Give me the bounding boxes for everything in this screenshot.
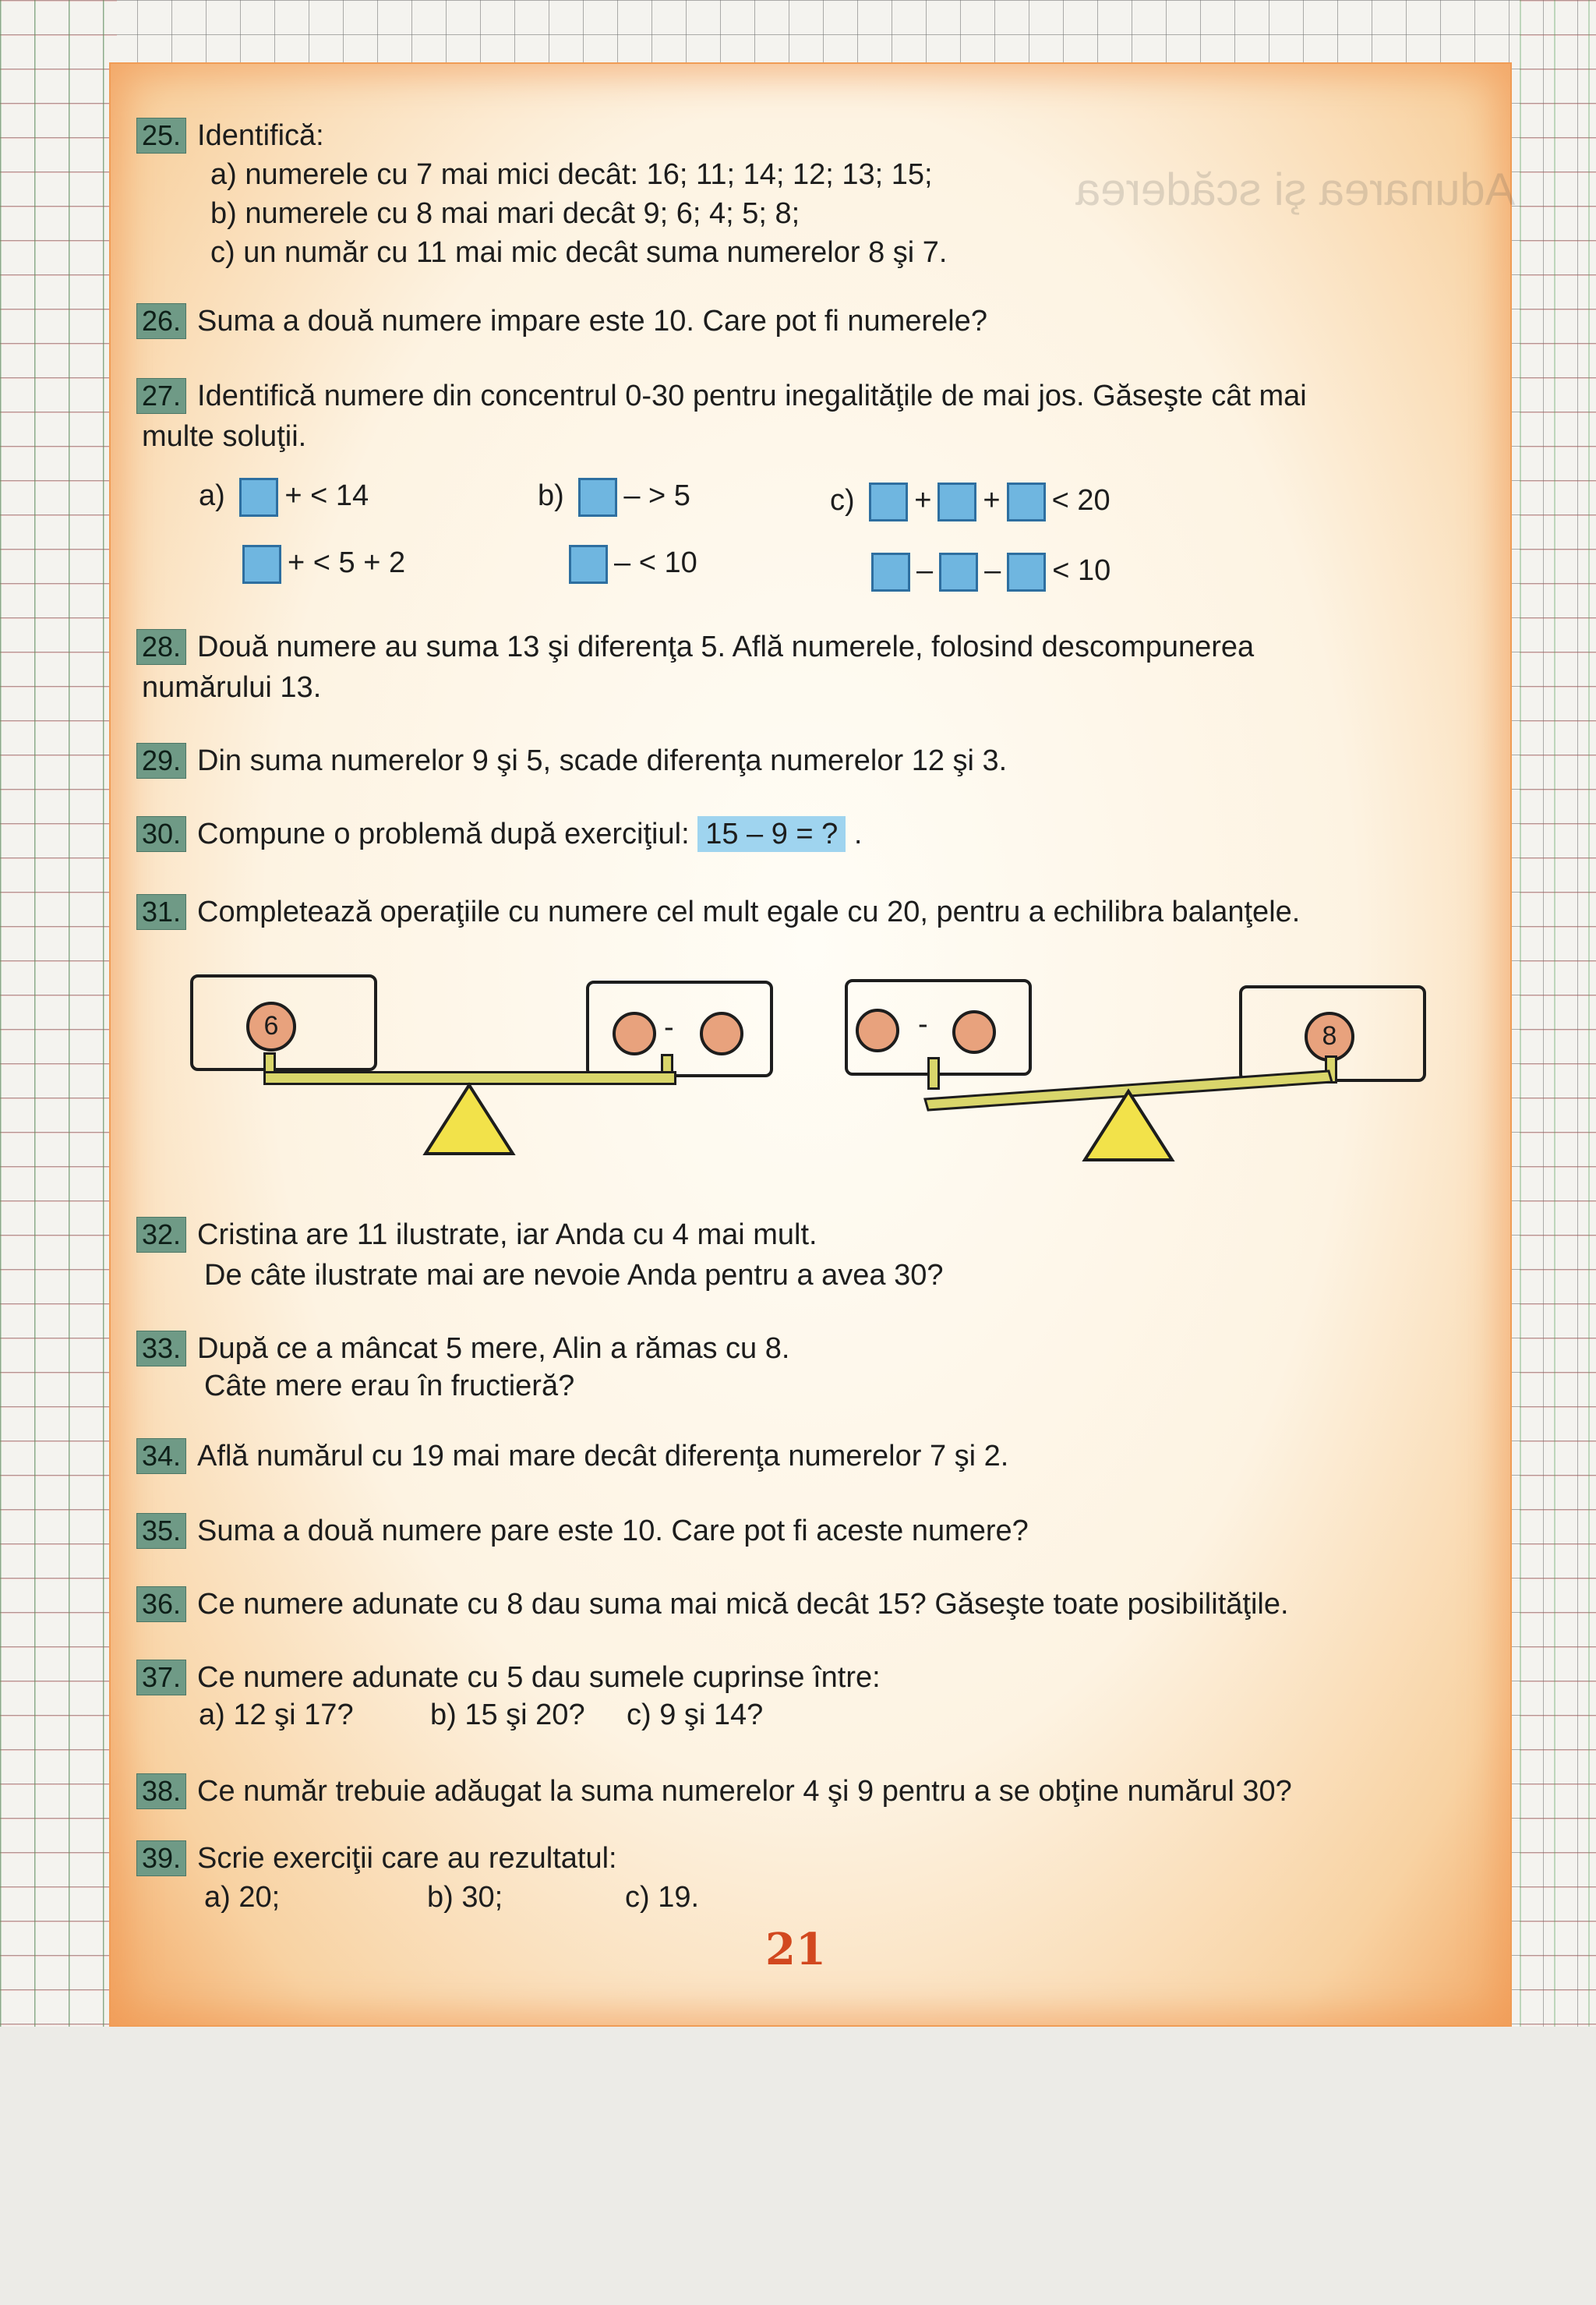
exercise-number: 39. — [136, 1840, 186, 1876]
exercise-33-text-cont: Câte mere erau în fructieră? — [204, 1370, 575, 1402]
inequality-a2 — [236, 544, 405, 584]
exercise-text: Cristina are 11 ilustrate, iar Anda cu 4 mai mult. — [197, 1218, 817, 1251]
exercise-number: 35. — [136, 1513, 186, 1549]
exercise-38 — [136, 1773, 1292, 1810]
exercise-34 — [136, 1437, 1008, 1475]
grid-right-margin — [1520, 0, 1596, 2027]
inequality-text: + < 14 — [284, 479, 369, 512]
exercise-number: 27. — [136, 378, 186, 414]
bleed-through-heading: Adunarea şi scăderea — [1075, 164, 1516, 215]
grid-left-margin — [0, 0, 117, 2027]
exercise-number: 29. — [136, 743, 186, 779]
inequality-c2 — [865, 552, 1110, 592]
period: . — [853, 818, 863, 850]
exercise-number: 36. — [136, 1586, 186, 1622]
exercise-39-a: a) 20; — [204, 1881, 281, 1914]
exercise-25 — [136, 117, 324, 154]
exercise-text: Află numărul cu 19 mai mare decât diferenţa numerelor 7 şi 2. — [197, 1440, 1009, 1472]
exercise-text: Din suma numerelor 9 şi 5, scade diferenţa numerelor 12 şi 3. — [197, 744, 1008, 777]
answer-box[interactable] — [939, 553, 978, 592]
exercise-27 — [136, 377, 1477, 415]
exercise-number: 37. — [136, 1660, 186, 1695]
inequality-text: – > 5 — [623, 479, 690, 512]
answer-box[interactable] — [569, 545, 608, 584]
weight-6: 6 — [246, 1002, 296, 1052]
exercise-36 — [136, 1586, 1289, 1623]
exercise-text: Scrie exerciţii care au rezultatul: — [197, 1842, 617, 1875]
exercise-text: Suma a două numere impare este 10. Care pot fi numerele? — [197, 305, 987, 338]
exercise-number: 26. — [136, 303, 186, 339]
inequality-a1 — [199, 477, 369, 517]
answer-box[interactable] — [937, 483, 976, 521]
balance-2-fulcrum — [1082, 1088, 1175, 1163]
exercise-number: 28. — [136, 629, 186, 665]
exercise-25-b: b) numerele cu 8 mai mari decât 9; 6; 4; 5; 8; — [210, 197, 800, 230]
exercise-32-text-cont: De câte ilustrate mai are nevoie Anda pentru a avea 30? — [204, 1259, 944, 1292]
exercise-25-a: a) numerele cu 7 mai mici decât: 16; 11; 14; 12; 13; 15; — [210, 158, 933, 191]
exercise-37-a: a) 12 şi 17? — [199, 1699, 354, 1731]
inequality-text: + < 5 + 2 — [288, 546, 406, 579]
answer-box[interactable] — [1007, 483, 1046, 521]
answer-box[interactable] — [871, 553, 910, 592]
exercise-37 — [136, 1659, 881, 1696]
exercise-number: 31. — [136, 894, 186, 930]
page-number: 21 — [765, 1924, 826, 1975]
answer-box[interactable] — [239, 478, 278, 517]
inequality-b1 — [538, 477, 690, 517]
weight-empty[interactable] — [952, 1010, 996, 1054]
label-b: b) — [538, 479, 564, 512]
exercise-text: Două numere au suma 13 şi diferenţa 5. Află numerele, folosind descompunerea — [197, 631, 1255, 663]
exercise-text: Completează operaţiile cu numere cel mult egale cu 20, pentru a echilibra balanţele. — [197, 896, 1301, 928]
exercise-27-text-cont: multe soluţii. — [142, 420, 307, 453]
exercise-29 — [136, 742, 1007, 780]
operator-minus: - — [918, 1008, 928, 1041]
exercise-32 — [136, 1216, 817, 1253]
expression-highlight: 15 – 9 = ? — [697, 816, 846, 852]
exercise-28 — [136, 628, 1469, 666]
exercise-number: 38. — [136, 1773, 186, 1809]
exercise-33 — [136, 1330, 789, 1367]
exercise-26 — [136, 302, 987, 340]
inequality-text: < 10 — [1052, 554, 1111, 587]
exercise-text: Compune o problemă după exerciţiul: — [197, 818, 690, 850]
exercise-39-b: b) 30; — [427, 1881, 503, 1914]
operator: + — [983, 484, 1001, 517]
weight-8: 8 — [1305, 1012, 1354, 1062]
weight-empty[interactable] — [613, 1012, 656, 1055]
exercise-39 — [136, 1840, 617, 1877]
bottom-blank-area — [0, 2027, 1596, 2305]
label-c: c) — [830, 484, 855, 517]
exercise-31 — [136, 893, 1300, 931]
answer-box[interactable] — [869, 483, 908, 521]
exercise-35 — [136, 1512, 1029, 1550]
inequality-text: < 20 — [1051, 484, 1110, 517]
exercise-28-text-cont: numărului 13. — [142, 671, 322, 704]
operator-minus: - — [664, 1011, 674, 1044]
weight-empty[interactable] — [700, 1012, 743, 1055]
exercise-number: 25. — [136, 118, 186, 154]
exercise-number: 33. — [136, 1331, 186, 1366]
exercise-number: 32. — [136, 1217, 186, 1253]
exercise-title: Identifică: — [197, 119, 324, 152]
answer-box[interactable] — [578, 478, 617, 517]
inequality-c1 — [830, 482, 1110, 521]
exercise-text: Ce numere adunate cu 5 dau sumele cuprinse între: — [197, 1661, 881, 1694]
exercise-text: Ce numere adunate cu 8 dau suma mai mică decât 15? Găseşte toate posibilităţile. — [197, 1588, 1289, 1621]
exercise-37-b: b) 15 şi 20? — [430, 1699, 585, 1731]
exercise-number: 30. — [136, 816, 186, 852]
exercise-text: Suma a două numere pare este 10. Care pot fi aceste numere? — [197, 1515, 1029, 1547]
exercise-text: Identifică numere din concentrul 0-30 pentru inegalităţile de mai jos. Găseşte cât mai — [197, 380, 1307, 412]
exercise-30 — [136, 815, 862, 853]
exercise-text: Ce număr trebuie adăugat la suma numerelor 4 şi 9 pentru a se obţine numărul 30? — [197, 1775, 1292, 1808]
inequality-b2 — [563, 544, 697, 584]
label-a: a) — [199, 479, 225, 512]
operator: – — [916, 554, 934, 587]
exercise-39-c: c) 19. — [625, 1881, 700, 1914]
balance-1-fulcrum — [422, 1082, 516, 1157]
operator: – — [984, 554, 1001, 587]
exercise-number: 34. — [136, 1438, 186, 1474]
weight-empty[interactable] — [856, 1009, 899, 1052]
operator: + — [914, 484, 932, 517]
answer-box[interactable] — [242, 545, 281, 584]
exercise-37-c: c) 9 şi 14? — [627, 1699, 764, 1731]
inequality-text: – < 10 — [614, 546, 697, 579]
exercise-25-c: c) un număr cu 11 mai mic decât suma numerelor 8 şi 7. — [210, 236, 948, 269]
answer-box[interactable] — [1007, 553, 1046, 592]
exercise-text: După ce a mâncat 5 mere, Alin a rămas cu 8. — [197, 1332, 790, 1365]
